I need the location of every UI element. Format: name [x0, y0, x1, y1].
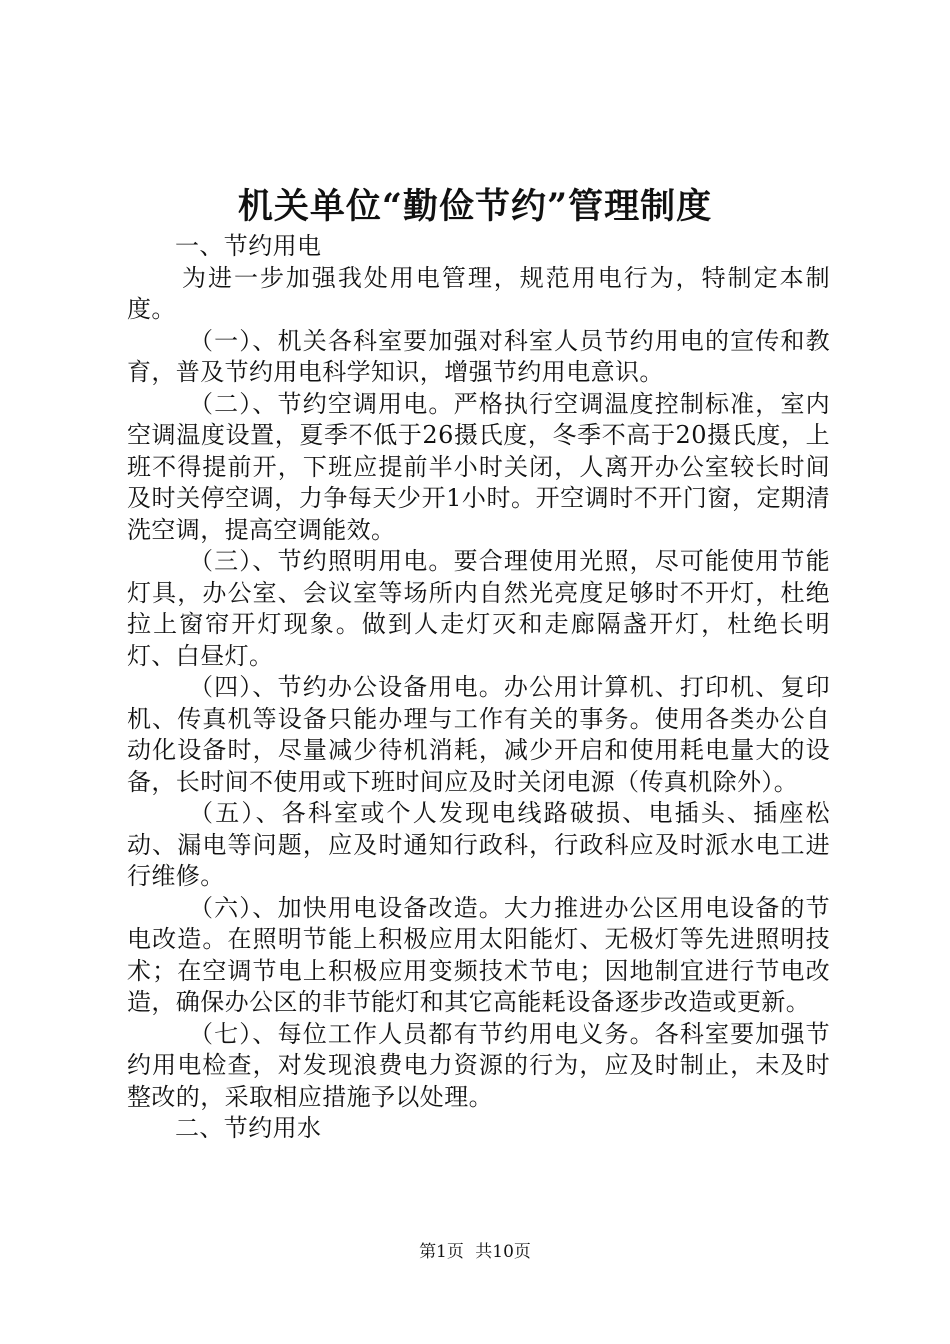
section-heading-water: 二、节约用水	[175, 1114, 322, 1142]
document-title: 机关单位“勤俭节约”管理制度	[237, 186, 713, 227]
document-body	[127, 231, 830, 1145]
clause-2-paragraph: （二）、节约空调用电。严格执行空调温度控制标准，室内空调温度设置，夏季不低于26摄氏度，冬季不高于20摄氏度，上班不得提前开，下班应提前半小时关闭，人离开办公室较长时间及时关停空调，力争每天少开1小时。开空调时不开门窗，定期清洗空调，提高空调能效。	[127, 389, 830, 544]
page-footer: 第1页 共10页	[419, 1242, 531, 1262]
intro-paragraph: 为进一步加强我处用电管理，规范用电行为，特制定本制度。	[127, 263, 830, 323]
clause-1-paragraph: （一）、机关各科室要加强对科室人员节约用电的宣传和教育，普及节约用电科学知识，增强节约用电意识。	[127, 326, 830, 386]
clause-5-paragraph: （五）、各科室或个人发现电线路破损、电插头、插座松动、漏电等问题，应及时通知行政科，行政科应及时派水电工进行维修。	[127, 799, 830, 890]
clause-3-paragraph: （三）、节约照明用电。要合理使用光照，尽可能使用节能灯具，办公室、会议室等场所内自然光亮度足够时不开灯，杜绝拉上窗帘开灯现象。做到人走灯灭和走廊隔盏开灯，杜绝长明灯、白昼灯。	[127, 547, 830, 670]
clause-7-paragraph: （七）、每位工作人员都有节约用电义务。各科室要加强节约用电检查，对发现浪费电力资源的行为，应及时制止，未及时整改的，采取相应措施予以处理。	[127, 1019, 830, 1111]
section-heading-electricity: 一、节约用电	[175, 232, 322, 260]
clause-4-paragraph: （四）、节约办公设备用电。办公用计算机、打印机、复印机、传真机等设备只能办理与工作有关的事务。使用各类办公自动化设备时，尽量减少待机消耗，减少开启和使用耗电量大的设备，长时间不使用或下班时间应及时关闭电源（传真机除外）。	[127, 673, 830, 796]
clause-6-paragraph: （六）、加快用电设备改造。大力推进办公区用电设备的节电改造。在照明节能上积极应用太阳能灯、无极灯等先进照明技术；在空调节电上积极应用变频技术节电；因地制宜进行节电改造，确保办公区的非节能灯和其它高能耗设备逐步改造或更新。	[127, 893, 830, 1016]
